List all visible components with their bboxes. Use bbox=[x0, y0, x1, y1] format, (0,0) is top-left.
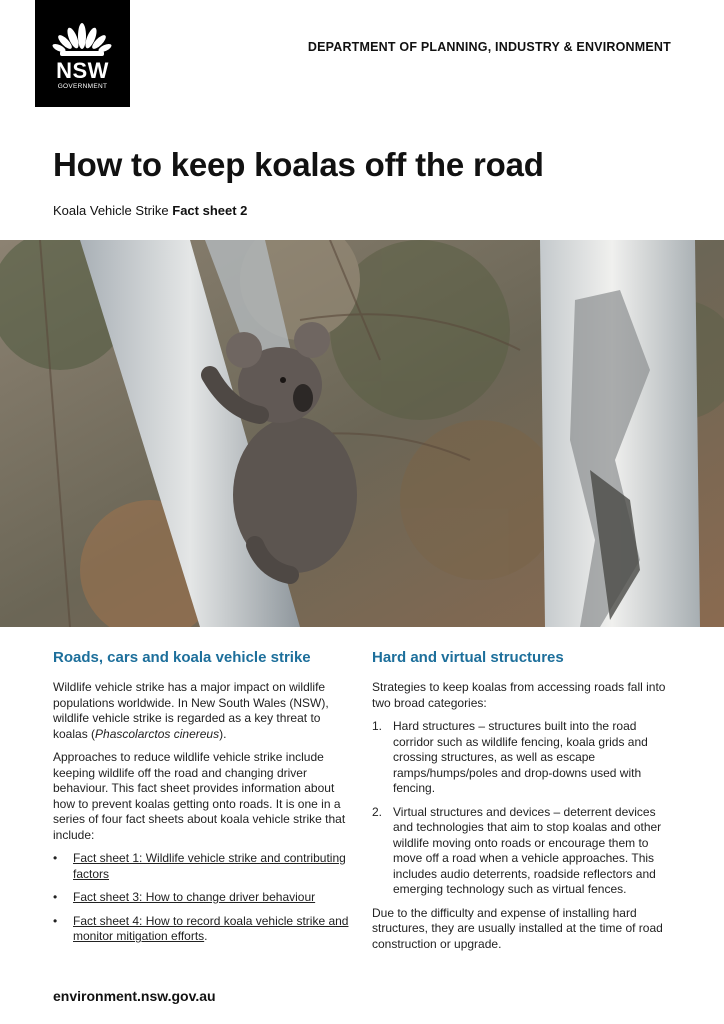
structures-list bbox=[372, 719, 672, 898]
logo-government-text: GOVERNMENT bbox=[57, 83, 108, 90]
right-column bbox=[372, 648, 672, 960]
intro-paragraph: Wildlife vehicle strike has a major impact on wildlife populations worldwide. In New South Wales (NSW), wildlife vehicle strike is regarded as a key threat to koalas (Phascolarctos cinereus). bbox=[53, 680, 329, 741]
structures-heading: Hard and virtual structures bbox=[372, 649, 564, 666]
series-name: Koala Vehicle Strike bbox=[53, 203, 169, 218]
fact-sheet-number: Fact sheet 2 bbox=[172, 203, 248, 218]
left-column bbox=[53, 648, 353, 953]
approaches-paragraph: Approaches to reduce wildlife vehicle strike include keeping wildlife off the road and changing driver behaviour. This fact sheet provides information about how to prevent koalas getting onto roads. It is one in a series of four fact sheets about koala vehicle strike that include: bbox=[53, 750, 346, 842]
page-subtitle bbox=[53, 203, 247, 218]
fact-sheet-list bbox=[53, 851, 353, 945]
species-name: Phascolarctos cinereus bbox=[95, 726, 220, 741]
koala-in-tree-image bbox=[0, 240, 724, 627]
closing-paragraph: Due to the difficulty and expense of installing hard structures, they are usually installed at the time of road construction or upgrade. bbox=[372, 905, 663, 951]
item-text: Virtual structures and devices – deterrent devices and technologies that aim to stop koalas and other wildlife moving onto roads or encourage them to move off a road when a vehicle approaches. This includes audio deterrents, roadside reflectors and emerging technology such as virtual fences. bbox=[393, 804, 662, 896]
logo-nsw-text: NSW bbox=[56, 58, 109, 83]
department-name: DEPARTMENT OF PLANNING, INDUSTRY & ENVIRONMENT bbox=[307, 40, 671, 54]
nsw-government-logo bbox=[35, 0, 130, 107]
item-text: Hard structures – structures built into the road corridor such as wildlife fencing, koala grids and crossing structures, as well as escape ramps/humps/poles and drop-downs used with fencing. bbox=[393, 719, 648, 795]
list-item bbox=[372, 719, 672, 797]
list-item: • Fact sheet 4: How to record koala vehicle strike and monitor mitigation efforts. bbox=[53, 914, 353, 945]
fact-sheet-4-link[interactable]: Fact sheet 4: How to record koala vehicle strike and monitor mitigation efforts bbox=[73, 913, 349, 943]
page-title: How to keep koalas off the road bbox=[53, 146, 544, 183]
footer-url[interactable]: environment.nsw.gov.au bbox=[53, 988, 216, 1004]
strategies-intro: Strategies to keep koalas from accessing roads fall into two broad categories: bbox=[372, 680, 666, 710]
list-item bbox=[372, 805, 672, 898]
fact-sheet-1-link[interactable]: Fact sheet 1: Wildlife vehicle strike and contributing factors bbox=[73, 851, 346, 881]
roads-cars-heading: Roads, cars and koala vehicle strike bbox=[53, 649, 311, 666]
koala-photo bbox=[0, 240, 724, 627]
item-number: 1. bbox=[372, 719, 383, 733]
list-item bbox=[53, 851, 353, 882]
waratah-icon bbox=[52, 22, 112, 58]
item-number: 2. bbox=[372, 804, 383, 819]
list-item bbox=[53, 890, 353, 906]
fact-sheet-3-link[interactable]: Fact sheet 3: How to change driver behaviour bbox=[73, 890, 316, 904]
